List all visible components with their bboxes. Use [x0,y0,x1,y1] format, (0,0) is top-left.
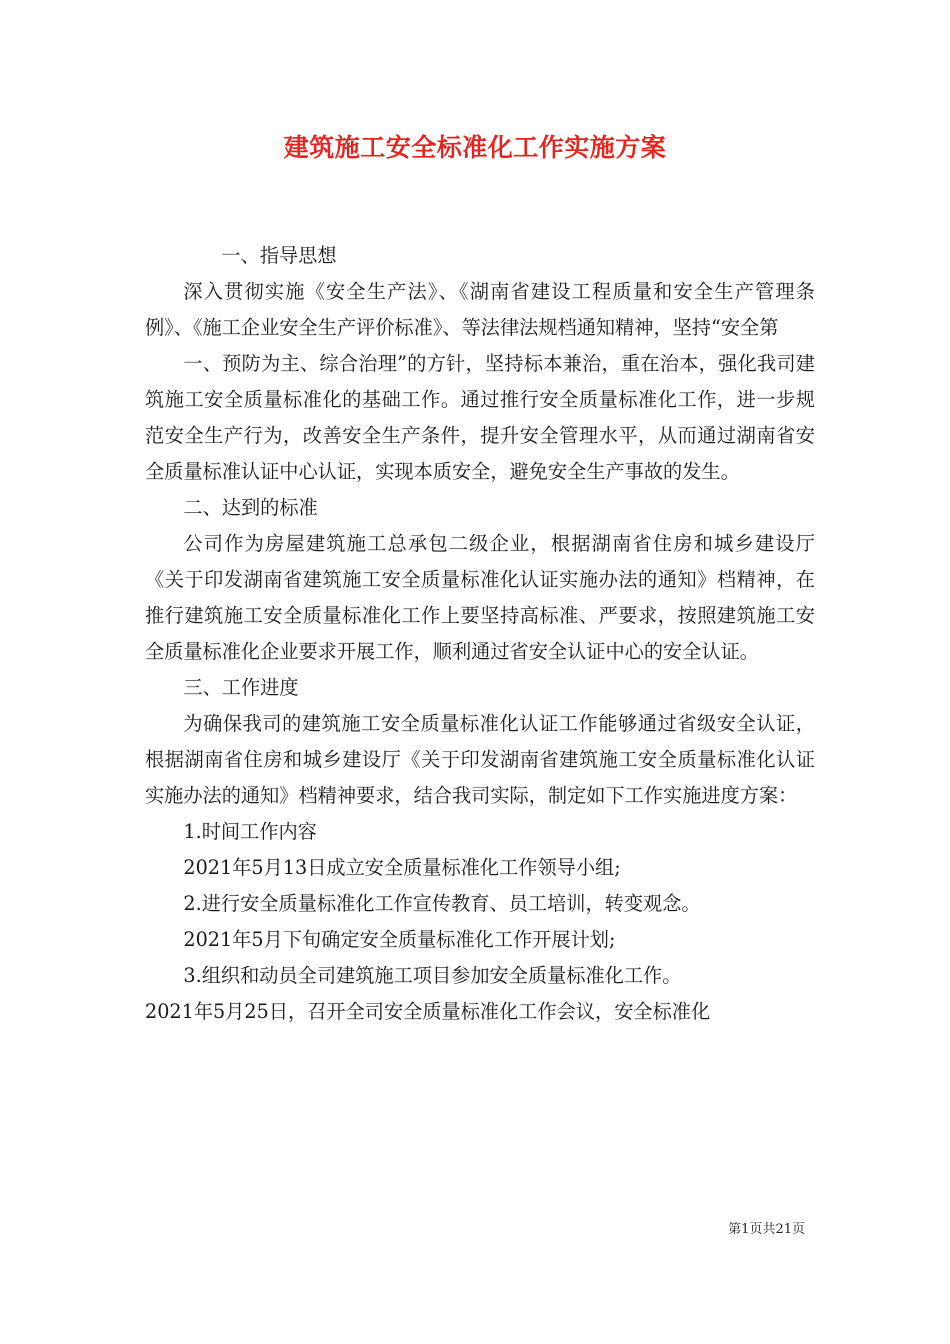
section-heading-guiding-ideology: 一、指导思想 [221,244,337,267]
list-item-3: 3.组织和动员全司建筑施工项目参加安全质量标准化工作。 [183,964,682,987]
document-body [145,238,815,1030]
paragraph-progress: 为确保我司的建筑施工安全质量标准化认证工作能够通过省级安全认证，根据湖南省住房和城乡建设厅《关于印发湖南省建筑施工安全质量标准化认证实施办法的通知》档精神要求，结合我司实际，制定如下工作实施进度方案： [145,712,815,807]
list-item-2: 2.进行安全质量标准化工作宣传教育、员工培训，转变观念。 [183,892,701,915]
list-item-2-date: 2021年5月下旬确定安全质量标准化工作开展计划; [183,928,616,951]
list-item-1: 1.时间工作内容 [183,820,317,843]
page-number: 第1页共21页 [728,1222,805,1237]
section-heading-standards: 二、达到的标准 [183,496,318,519]
document-title: 建筑施工安全标准化工作实施方案 [283,133,667,162]
paragraph-standards: 公司作为房屋建筑施工总承包二级企业，根据湖南省住房和城乡建设厅《关于印发湖南省建筑施工安全质量标准化认证实施办法的通知》档精神，在推行建筑施工安全质量标准化工作上要坚持高标准、严要求，按照建筑施工安全质量标准化企业要求开展工作，顺利通过省安全认证中心的安全认证。 [145,532,815,663]
list-item-1-date: 2021年5月13日成立安全质量标准化工作领导小组; [183,856,621,879]
list-item-3-date: 2021年5月25日，召开全司安全质量标准化工作会议，安全标准化 [145,1000,711,1023]
section-heading-progress: 三、工作进度 [183,676,299,699]
paragraph-guiding-ideology: 深入贯彻实施《安全生产法》、《湖南省建设工程质量和安全生产管理条例》、《施工企业安全生产评价标准》、等法律法规档通知精神，坚持“安全第 [145,280,815,339]
paragraph-policy: 一、预防为主、综合治理”的方针，坚持标本兼治，重在治本，强化我司建筑施工安全质量标准化的基础工作。通过推行安全质量标准化工作，进一步规范安全生产行为，改善安全生产条件，提升安全管理水平，从而通过湖南省安全质量标准认证中心认证，实现本质安全，避免安全生产事故的发生。 [145,352,815,483]
